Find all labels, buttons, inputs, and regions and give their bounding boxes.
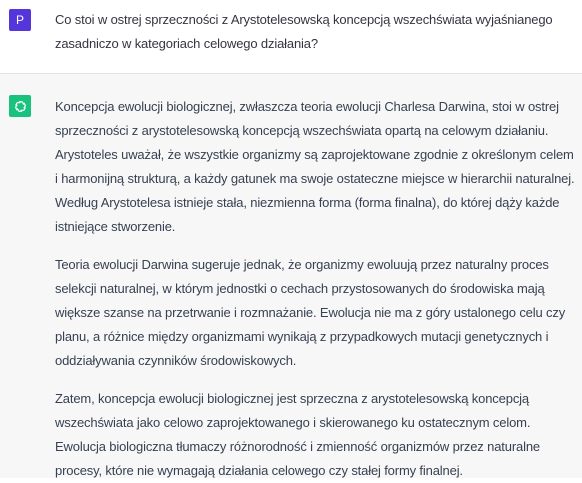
assistant-paragraph-1: Koncepcja ewolucji biologicznej, zwłaszcza teoria ewolucji Charlesa Darwina, stoi w ostrej sprzeczności z arystotelesowską koncepcją wszechświata opartą na celowym działaniu. Arystoteles uważał, że wszystkie organizmy są zaprojektowane zgodnie z określonym celem i harmonijną strukturą, a każdy gatunek ma swoje ostateczne miejsce w hierarchii naturalnej. Według Arystotelesa istnieje stała, niezmienna forma (forma finalna), do której dąży każde istniejące stworzenie. <box>55 99 575 234</box>
assistant-paragraph-3: Zatem, koncepcja ewolucji biologicznej jest sprzeczna z arystotelesowską koncepcją wszechświata jako celowo zaprojektowanego i skierowanego ku ostatecznym celom. Ewolucja biologiczna tłumaczy różnorodność i zmienność organizmów przez naturalne procesy, które nie wymagają działania celowego czy stałej formy finalnej. <box>55 391 540 478</box>
assistant-message-row <box>0 74 582 478</box>
assistant-paragraph-2: Teoria ewolucji Darwina sugeruje jednak, że organizmy ewoluują przez naturalny proces selekcji naturalnej, w którym jednostki o cechach przystosowanych do środowiska mają większe szanse na przetrwanie i rozmnażanie. Ewolucja nie ma z góry ustalonego celu czy planu, a różnice między organizmami wynikają z przypadkowych mutacji genetycznych i oddziaływania czynników środowiskowych. <box>55 257 566 368</box>
user-message-text: Co stoi w ostrej sprzeczności z Arystotelesowską koncepcją wszechświata wyjaśnianego zasadniczo w kategoriach celowego działania? <box>55 12 553 51</box>
openai-logo-icon <box>13 99 28 114</box>
user-message-row <box>0 0 582 74</box>
assistant-avatar <box>9 95 31 117</box>
user-avatar-initial: P <box>15 13 24 27</box>
assistant-message <box>55 95 577 483</box>
user-avatar <box>9 9 31 31</box>
